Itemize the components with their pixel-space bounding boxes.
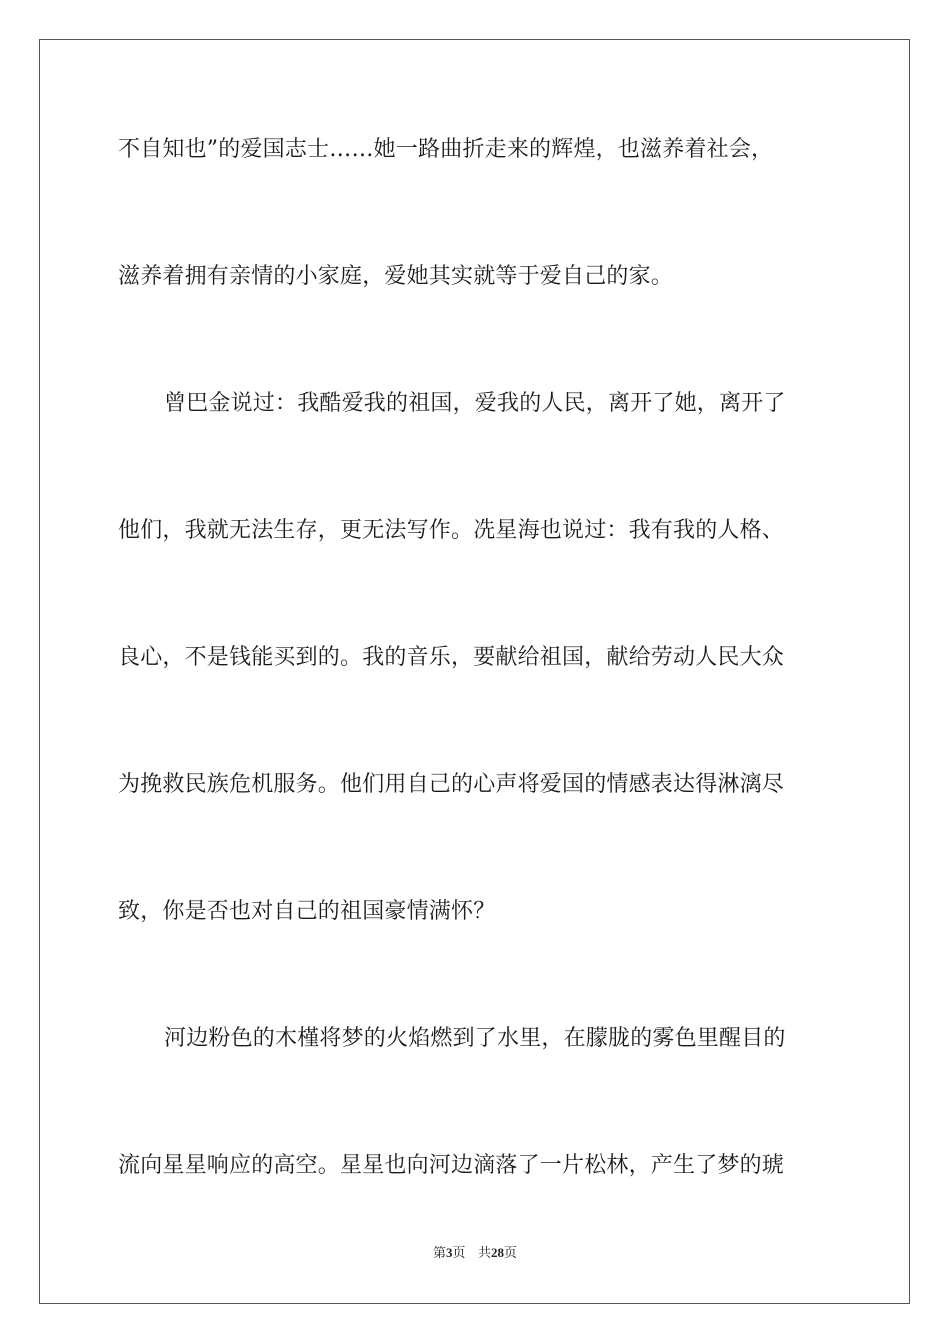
- text-line-9: 流向星星响应的高空。星星也向河边滴落了一片松林，产生了梦的琥: [118, 1153, 785, 1178]
- footer-page-prefix: 第: [433, 1246, 447, 1261]
- text-line-3-paragraph-start: 曾巴金说过：我酷爱我的祖国，爱我的人民，离开了她，离开了: [164, 391, 786, 416]
- footer-page-suffix: 页: [452, 1246, 466, 1261]
- footer-total-prefix: 共: [477, 1246, 491, 1261]
- text-line-4: 他们，我就无法生存，更无法写作。冼星海也说过：我有我的人格、: [118, 518, 785, 543]
- page-footer: [0, 1244, 950, 1263]
- footer-page-number: 3: [446, 1245, 453, 1260]
- text-line-7: 致，你是否也对自己的祖国豪情满怀？: [118, 899, 496, 924]
- footer-total-suffix: 页: [503, 1246, 517, 1261]
- text-line-6: 为挽救民族危机服务。他们用自己的心声将爱国的情感表达得淋漓尽: [118, 772, 785, 797]
- text-line-1: 不自知也”的爱国志士……她一路曲折走来的辉煌，也滋养着社会，: [118, 137, 774, 162]
- footer-total-pages: 28: [490, 1245, 504, 1260]
- text-line-5: 良心，不是钱能买到的。我的音乐，要献给祖国，献给劳动人民大众: [118, 645, 785, 670]
- text-line-2: 滋养着拥有亲情的小家庭，爱她其实就等于爱自己的家。: [118, 264, 674, 289]
- text-line-8-paragraph-start: 河边粉色的木槿将梦的火焰燃到了水里，在朦胧的雾色里醒目的: [164, 1026, 786, 1051]
